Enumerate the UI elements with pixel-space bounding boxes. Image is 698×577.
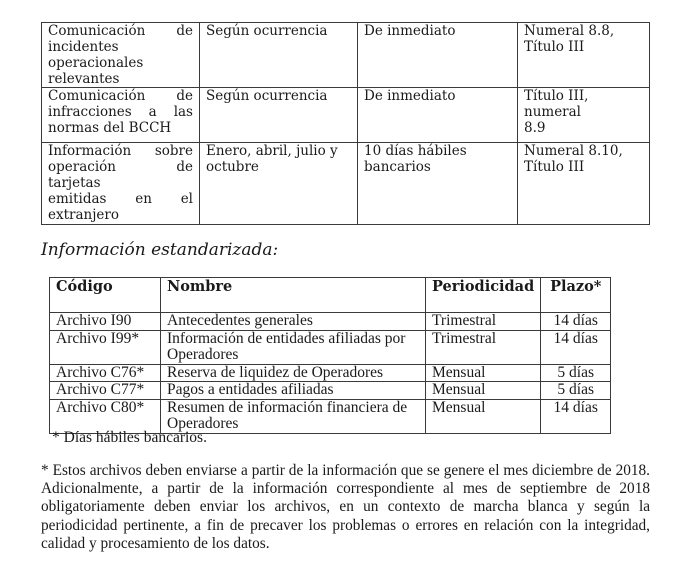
name-cell: Antecedentes generales	[161, 313, 426, 331]
deadline-cell: 5 días	[541, 382, 611, 400]
deadline-cell: 10 días hábiles bancarios	[358, 143, 518, 225]
reference-cell: Numeral 8.8, Título III	[518, 23, 650, 88]
periodicity-cell: Trimestral	[426, 313, 541, 331]
periodicity-cell: Según ocurrencia	[200, 23, 358, 88]
periodicity-cell: Trimestral	[426, 330, 541, 364]
periodicity-cell: Enero, abril, julio y octubre	[200, 143, 358, 225]
deadline-cell: De inmediato	[358, 88, 518, 143]
table-footnote: * Días hábiles bancarios.	[52, 429, 207, 446]
column-header-nombre: Nombre	[161, 278, 426, 313]
deadline-cell: 14 días	[541, 330, 611, 364]
standardized-files-table	[49, 277, 611, 434]
deadline-cell: 14 días	[541, 313, 611, 331]
section-heading: Información estandarizada:	[41, 240, 279, 260]
table-row	[42, 143, 650, 225]
table-row	[50, 313, 611, 331]
description-cell: Información sobre operación de tarjetas emitidas en el extranjero	[42, 143, 200, 225]
periodicity-cell: Mensual	[426, 364, 541, 382]
periodicity-cell: Mensual	[426, 382, 541, 400]
note-paragraph: * Estos archivos deben enviarse a partir de la información que se genere el mes diciembre de 2018. Adicionalmente, a partir de la información correspondiente al mes de septiembre de 2018 obligatoriamente deben enviar los archivos, en un contexto de marcha blanca y según la periodicidad pertinente, a fin de precaver los problemas o errores en relación con la integridad, calidad y procesamiento de los datos.	[41, 462, 650, 552]
code-cell: Archivo C77*	[50, 382, 161, 400]
table-header-row	[50, 278, 611, 313]
name-cell: Información de entidades afiliadas por Operadores	[161, 330, 426, 364]
code-cell: Archivo C76*	[50, 364, 161, 382]
column-header-plazo: Plazo*	[541, 278, 611, 313]
code-cell: Archivo I90	[50, 313, 161, 331]
deadline-cell: De inmediato	[358, 23, 518, 88]
code-cell: Archivo C80*	[50, 399, 161, 433]
description-cell: Comunicación de infracciones a las normas del BCCH	[42, 88, 200, 143]
table-row	[42, 88, 650, 143]
table-row	[50, 382, 611, 400]
deadline-cell: 14 días	[541, 399, 611, 433]
column-header-periodicidad: Periodicidad	[426, 278, 541, 313]
periodicity-cell: Según ocurrencia	[200, 88, 358, 143]
table-row	[42, 23, 650, 88]
table-row	[50, 364, 611, 382]
description-cell: Comunicación de incidentes operacionales relevantes	[42, 23, 200, 88]
table-row	[50, 330, 611, 364]
table-row	[50, 399, 611, 433]
reference-cell: Numeral 8.10, Título III	[518, 143, 650, 225]
name-cell: Resumen de información financiera de Operadores	[161, 399, 426, 433]
deadline-cell: 5 días	[541, 364, 611, 382]
column-header-codigo: Código	[50, 278, 161, 313]
reference-cell: Título III, numeral 8.9	[518, 88, 650, 143]
code-cell: Archivo I99*	[50, 330, 161, 364]
periodicity-cell: Mensual	[426, 399, 541, 433]
reporting-requirements-table	[41, 22, 650, 225]
name-cell: Reserva de liquidez de Operadores	[161, 364, 426, 382]
name-cell: Pagos a entidades afiliadas	[161, 382, 426, 400]
